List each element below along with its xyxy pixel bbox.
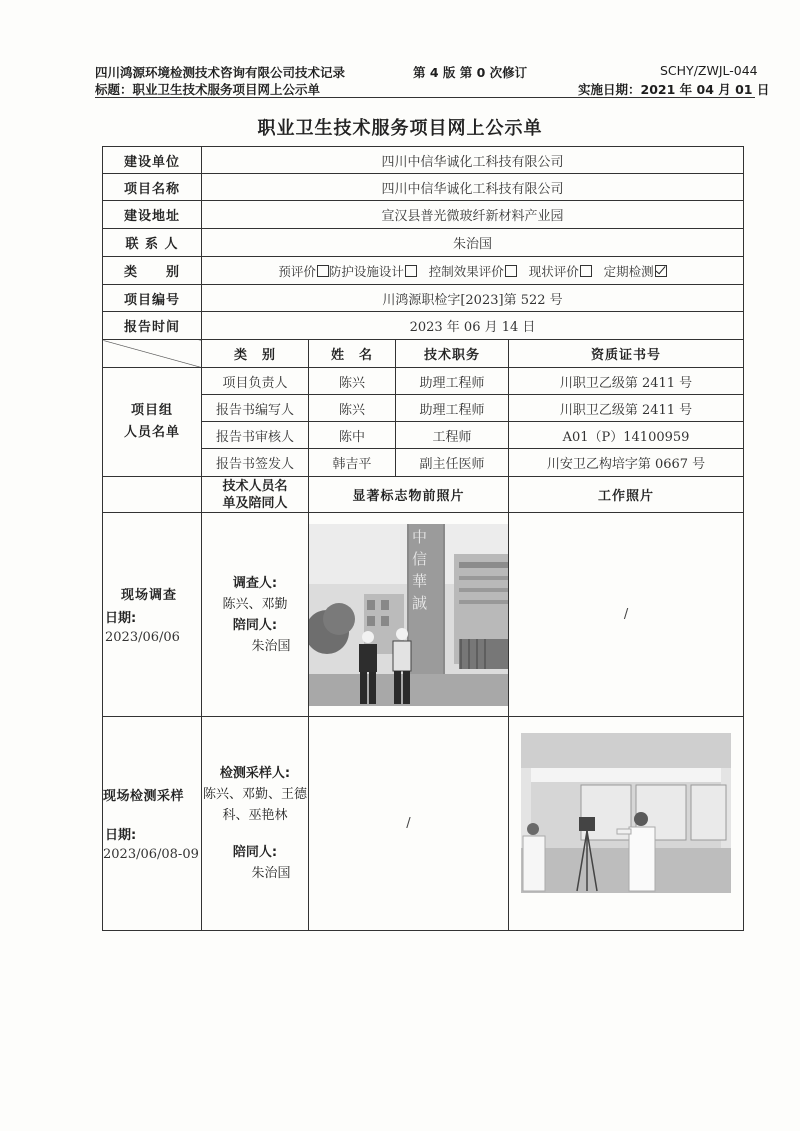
category-protection-design[interactable]: 防护设施设计: [329, 264, 417, 279]
team-title: 助理工程师: [396, 368, 509, 395]
investigator-label: 调查人:: [232, 575, 278, 591]
checkbox-icon: [317, 265, 329, 277]
sampler-label: 检测采样人:: [219, 766, 291, 781]
row-address: [103, 201, 744, 229]
category-status-eval[interactable]: 现状评价: [529, 264, 592, 279]
photos-header-row: [103, 477, 744, 513]
team-col-name: 姓 名: [309, 340, 396, 368]
sampling-landmark-photo: /: [309, 717, 509, 931]
checked-checkbox-icon: [655, 265, 667, 277]
project-no-value: 川鸿源职检字[2023]第 522 号: [202, 285, 744, 312]
work-photo-image: [521, 733, 731, 893]
row-construction-unit: [103, 147, 744, 174]
team-col-title: 技术职务: [396, 340, 509, 368]
team-cert: 川职卫乙级第 2411 号: [509, 368, 744, 395]
sampling-label: 现场检测采样: [103, 789, 185, 804]
survey-work-photo: /: [509, 513, 744, 717]
team-title: 工程师: [396, 422, 509, 449]
sampling-date: 2023/06/08-09: [103, 847, 199, 862]
work-photo: [521, 733, 731, 915]
survey-companion-label: 陪同人:: [232, 617, 278, 633]
team-header-row: [103, 340, 744, 368]
team-name: 陈兴: [309, 368, 396, 395]
category-control-eval[interactable]: 控制效果评价: [429, 264, 517, 279]
survey-date-label: 日期:: [105, 611, 137, 626]
team-role: 项目负责人: [202, 368, 309, 395]
row-report-time: [103, 312, 744, 340]
row-project-no: [103, 285, 744, 312]
diagonal-cell: [103, 340, 202, 368]
version-info: 第 4 版 第 0 次修订: [413, 65, 528, 80]
row-contact: [103, 229, 744, 257]
team-col-role: 类 别: [202, 340, 309, 368]
team-cert: A01（P）14100959: [509, 422, 744, 449]
svg-text:誠: 誠: [412, 593, 428, 612]
team-cert: 川安卫乙构培字第 0667 号: [509, 449, 744, 477]
address-value: 宣汉县普光微玻纤新材料产业园: [202, 201, 744, 229]
document-code: SCHY/ZWJL-044: [660, 63, 758, 78]
landmark-photo: [309, 524, 509, 706]
team-col-cert: 资质证书号: [509, 340, 744, 368]
samplers: 陈兴、邓勤、王德科、巫艳林: [202, 787, 307, 823]
header-divider: [95, 97, 755, 98]
work-photo-cell: [509, 717, 744, 931]
team-role: 报告书签发人: [202, 449, 309, 477]
survey-staff-cell: [202, 513, 309, 717]
header-subject: 标题：职业卫生技术服务项目网上公示单: [95, 82, 321, 97]
category-periodic-test[interactable]: 定期检测: [604, 264, 667, 279]
disclosure-table: [102, 146, 744, 931]
team-name: 陈中: [309, 422, 396, 449]
project-no-label: 项目编号: [103, 285, 202, 312]
contact-value: 朱治国: [202, 229, 744, 257]
category-label: 类 别: [103, 257, 202, 285]
report-time-value: 2023 年 06 月 14 日: [202, 312, 744, 340]
team-title: 副主任医师: [396, 449, 509, 477]
svg-text:信: 信: [412, 549, 428, 568]
sampling-companion: 朱治国: [251, 866, 291, 881]
work-photo-header: 工作照片: [509, 477, 744, 513]
row-project-name: [103, 174, 744, 201]
row-category: [103, 257, 744, 285]
landmark-photo-image: [309, 524, 509, 706]
construction-unit-label: 建设单位: [103, 147, 202, 174]
address-label: 建设地址: [103, 201, 202, 229]
survey-date: 2023/06/06: [105, 630, 180, 645]
team-role: 报告书审核人: [202, 422, 309, 449]
team-label: 项目组 人员名单: [103, 368, 202, 477]
team-role: 报告书编写人: [202, 395, 309, 422]
effective-date: 实施日期：2021 年 04 月 01 日: [578, 82, 770, 97]
sampling-label-cell: [103, 717, 202, 931]
survey-row: [103, 513, 744, 717]
staff-header: 技术人员名 单及陪同人: [202, 477, 309, 513]
category-options: [202, 257, 744, 285]
category-pre-eval[interactable]: 预评价: [278, 264, 329, 279]
survey-label: 现场调查: [121, 588, 178, 603]
construction-unit-value: 四川中信华诚化工科技有限公司: [202, 147, 744, 174]
table-row: [103, 368, 744, 395]
checkbox-icon: [405, 265, 417, 277]
team-name: 韩吉平: [309, 449, 396, 477]
blank-cell: [103, 477, 202, 513]
sampling-companion-label: 陪同人:: [232, 845, 278, 860]
sampling-date-label: 日期:: [105, 828, 137, 843]
contact-label: 联 系 人: [103, 229, 202, 257]
landmark-photo-cell: [309, 513, 509, 717]
team-title: 助理工程师: [396, 395, 509, 422]
report-time-label: 报告时间: [103, 312, 202, 340]
landmark-photo-header: 显著标志物前照片: [309, 477, 509, 513]
project-name-label: 项目名称: [103, 174, 202, 201]
survey-companion: 朱治国: [251, 638, 291, 654]
page-title: 职业卫生技术服务项目网上公示单: [257, 118, 543, 139]
sampling-staff-cell: [202, 717, 309, 931]
checkbox-icon: [505, 265, 517, 277]
checkbox-icon: [580, 265, 592, 277]
project-name-value: 四川中信华诚化工科技有限公司: [202, 174, 744, 201]
team-name: 陈兴: [309, 395, 396, 422]
survey-label-cell: [103, 513, 202, 717]
team-cert: 川职卫乙级第 2411 号: [509, 395, 744, 422]
company-record-title: 四川鸿源环境检测技术咨询有限公司技术记录: [95, 65, 346, 80]
sampling-row: [103, 717, 744, 931]
investigators: 陈兴、邓勤: [222, 596, 288, 612]
svg-text:中: 中: [412, 527, 428, 546]
svg-text:華: 華: [412, 571, 428, 590]
